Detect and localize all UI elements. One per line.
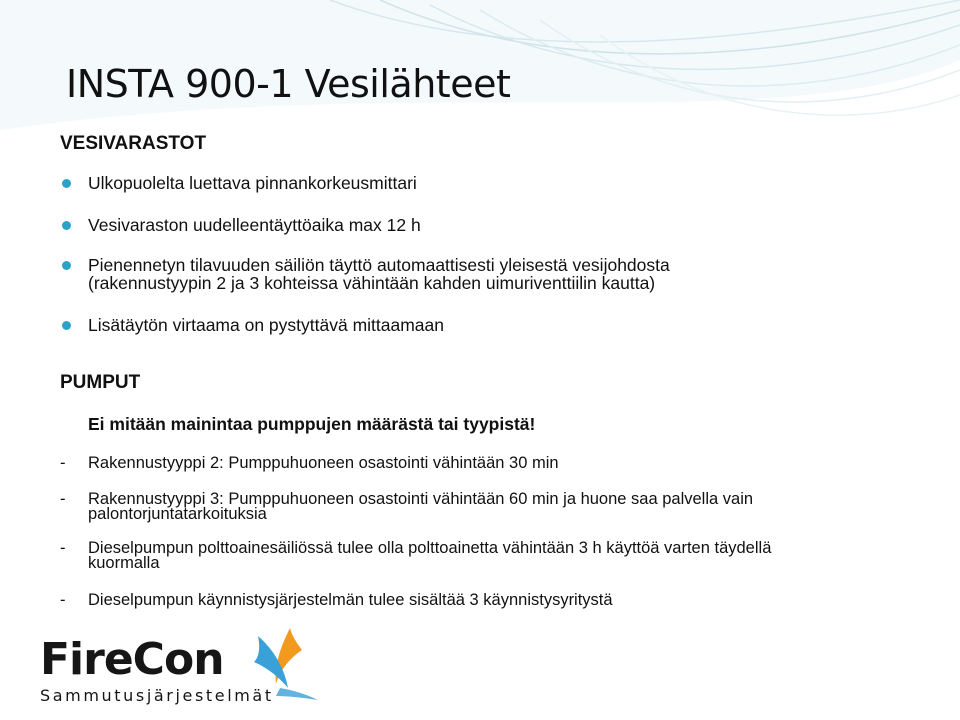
dash-marker: -	[60, 591, 66, 609]
dash-marker: -	[60, 454, 66, 472]
slide-title: INSTA 900-1 Vesilähteet	[66, 62, 511, 106]
section-heading-vesivarastot: VESIVARASTOT	[60, 133, 207, 154]
list-item-line: kuormalla	[88, 554, 160, 572]
list-item-text	[88, 256, 888, 292]
bullet-icon	[62, 261, 71, 270]
list-item-text	[88, 492, 878, 522]
dash-marker: -	[60, 490, 66, 508]
list-item-line: Dieselpumpun polttoainesäiliössä tulee olla polttoainetta vähintään 3 h käyttöä varten täydellä	[88, 539, 772, 557]
list-item-text	[88, 456, 878, 471]
section-heading-pumput: PUMPUT	[60, 372, 141, 393]
list-item-line: (rakennustyypin 2 ja 3 kohteissa vähintään kahden uimuriventtiilin kautta)	[88, 273, 656, 293]
list-item-text	[88, 593, 878, 608]
list-item-line: Rakennustyyppi 3: Pumppuhuoneen osastointi vähintään 60 min ja huone saa palvella vain	[88, 490, 754, 508]
list-item-line: Pienennetyn tilavuuden säiliön täyttö automaattisesti yleisestä vesijohdosta	[88, 255, 670, 275]
pumput-note: Ei mitään mainintaa pumppujen määrästä tai tyypistä!	[88, 414, 536, 434]
bullet-icon	[62, 179, 71, 188]
logo-tagline: Sammutusjärjestelmät	[40, 686, 274, 705]
list-item-line: Dieselpumpun käynnistysjärjestelmän tulee sisältää 3 käynnistysyritystä	[88, 591, 613, 609]
bullet-icon	[62, 221, 71, 230]
list-item-text: Lisätäytön virtaama on pystyttävä mittaamaan	[88, 315, 445, 335]
list-item-line: palontorjuntatarkoituksia	[88, 505, 267, 523]
dash-marker: -	[60, 539, 66, 557]
logo-wordmark: FireCon	[40, 634, 224, 685]
list-item-text: Vesivaraston uudelleentäyttöaika max 12 h	[88, 215, 421, 235]
bullet-icon	[62, 321, 71, 330]
list-item-line: Rakennustyyppi 2: Pumppuhuoneen osastointi vähintään 30 min	[88, 454, 559, 472]
list-item-text: Ulkopuolelta luettava pinnankorkeusmittari	[88, 173, 417, 193]
list-item-text	[88, 541, 878, 571]
firecon-logo	[40, 628, 310, 710]
